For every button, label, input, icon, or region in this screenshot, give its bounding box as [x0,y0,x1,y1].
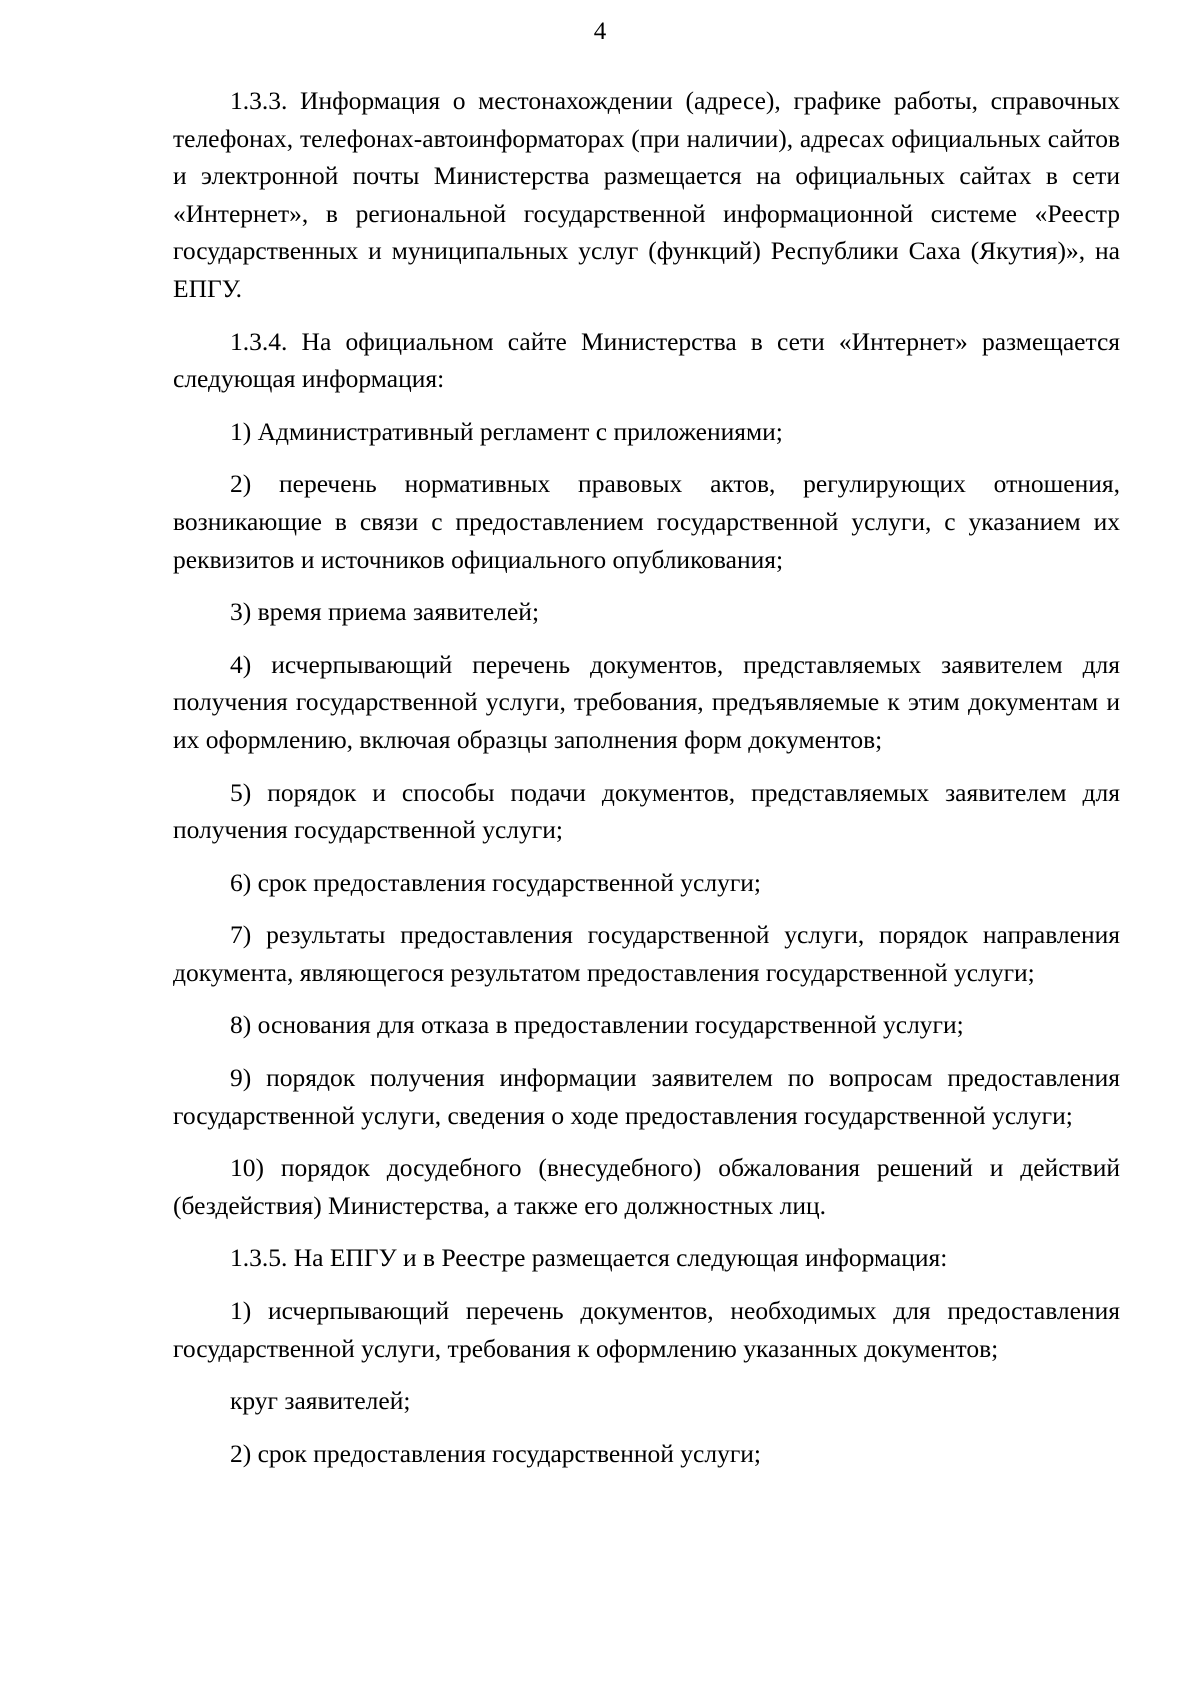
list-item-6: 6) срок предоставления государственной услуги; [230,867,762,897]
list-item-9: 9) порядок получения информации заявителем по вопросам предоставления государственной услуги, сведения о ходе предоставления государственной услуги; [173,1063,1120,1130]
list-item-8: 8) основания для отказа в предоставлении государственной услуги; [230,1010,964,1040]
paragraph-1-3-5: 1.3.5. На ЕПГУ и в Реестре размещается следующая информация: [230,1243,948,1273]
list-item-4: 4) исчерпывающий перечень документов, представляемых заявителем для получения государственной услуги, требования, предъявляемые к этим документам и их оформлению, включая образцы заполнения форм документов; [173,649,1120,754]
list-item-5: 5) порядок и способы подачи документов, представляемых заявителем для получения государственной услуги; [173,777,1120,845]
paragraph-1-3-3: 1.3.3. Информация о местонахождении (адресе), графике работы, справочных телефонах, телефонах-автоинформаторах (при наличии), адресах официальных сайтов и электронной почты Министерства размещается на официальных сайтах в сети «Интернет», в региональной государственной информационной системе «Реестр государственных и муниципальных услуг (функций) Республики Саха (Якутия)», на ЕПГУ. [173,86,1120,303]
list-item-10: 10) порядок досудебного (внесудебного) обжалования решений и действий (бездействия) Министерства, а также его должностных лиц. [173,1153,1120,1220]
page-number: 4 [593,18,607,45]
list-item-7: 7) результаты предоставления государственной услуги, порядок направления документа, являющегося результатом предоставления государственной услуги; [173,920,1120,987]
document-body [173,82,1120,1487]
paragraph-1-3-4: 1.3.4. На официальном сайте Министерства в сети «Интернет» размещается следующая информация: [173,326,1120,394]
list-item-applicants: круг заявителей; [230,1386,411,1416]
list-item-epgu-1: 1) исчерпывающий перечень документов, необходимых для предоставления государственной услуги, требования к оформлению указанных документов; [173,1296,1120,1363]
list-item-epgu-2: 2) срок предоставления государственной услуги; [230,1438,762,1468]
list-item-3: 3) время приема заявителей; [230,597,540,627]
list-item-1: 1) Административный регламент с приложениями; [230,416,783,446]
list-item-2: 2) перечень нормативных правовых актов, регулирующих отношения, возникающие в связи с предоставлением государственной услуги, с указанием их реквизитов и источников официального опубликования; [173,469,1120,574]
